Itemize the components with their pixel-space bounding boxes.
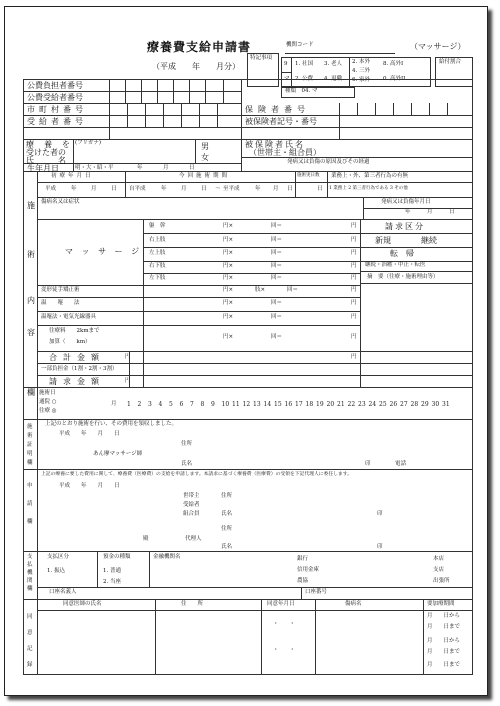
visit-day-1[interactable]: 1 [127,401,131,408]
proxy-name-label: 氏名 [221,544,233,550]
rleg-rate-unit: 円× [223,263,234,269]
visit-day-30[interactable]: 30 [431,401,440,408]
visit-day-29[interactable]: 29 [421,401,429,408]
payment-side-label: 支払機関欄 [27,554,33,592]
ins-type-option[interactable]: 4. 退職 [324,76,342,82]
insured-sub-label: （世帯主・組合員） [249,148,321,157]
duty-options[interactable]: 1 業務上 2 第三者行為である 3 その他 [329,186,408,191]
elec-rate-unit: 円× [223,314,234,320]
furigana-label: (フリガナ) [75,140,102,146]
visit-day-8[interactable]: 8 [200,401,205,408]
part-left-leg: 左下肢 [149,275,166,281]
female-option[interactable]: 女 [201,153,209,162]
institution-code-label: 機関コード [286,42,314,48]
ins-type-option[interactable]: 4. 三外 [352,68,370,74]
duty-label: 業務上・外、第三者行為の有無 [331,173,409,179]
part-right-arm: 右上肢 [149,237,166,243]
side-label-3: 内 [27,296,35,305]
onset-year-unit: 年 [405,209,411,215]
warm-yen-unit: 円 [351,300,357,306]
consent-period-label: 要加療期間 [427,601,455,607]
insurer-number-label: 保険者番号 [245,105,310,114]
bank-type-shinkin[interactable]: 信用金庫 [297,567,320,573]
consent-from-1: 月 日から [427,613,461,619]
benefit-ratio-label: 給付割合 [439,59,462,65]
larm-rate-unit: 円× [223,250,234,256]
form-title: 療養費支給申請書 [147,40,252,54]
visit-day-6[interactable]: 6 [179,401,184,408]
total2-yen-unit: 円 [351,354,357,360]
ins-type-option[interactable]: 2. 本外 [352,59,370,65]
apply-date[interactable]: 平成 年 月 日 [59,483,120,489]
side-label-1: 施 [27,201,35,210]
visit-day-11[interactable]: 11 [232,401,240,408]
claim-yen-unit: 円 [125,378,131,384]
warm-count-unit: 回＝ [271,300,283,306]
ins-type-option[interactable]: 2. 公費 [295,76,313,82]
proxy-address-label: 住所 [221,526,233,532]
visit-day-14[interactable]: 14 [263,401,272,408]
visit-day-15[interactable]: 15 [274,401,282,408]
row-electric: 温罨法・電気光線器具 [41,314,97,320]
actual-days-label: 施術実日数 [297,173,320,178]
dono-label: 殿 [143,536,149,542]
deposit-current[interactable]: 2. 当座 [103,579,121,585]
insurance-type-number: 9 [284,61,288,67]
proxy-label: 代理人 [185,536,202,542]
rarm-yen-unit: 円 [351,237,357,243]
trunk-rate-unit: 円× [223,223,234,229]
visit-day-20[interactable]: 20 [326,401,335,408]
to-year-unit: 年 [255,186,261,192]
visit-month-unit: 月 [111,401,117,407]
first-visit-label: 初療年月日 [51,173,94,179]
consent-date-2[interactable]: ・ ・ [273,647,296,653]
to-heisei: 至平成 [223,186,240,192]
consent-date-1[interactable]: ・ ・ [273,621,296,627]
ins-type-option[interactable]: 6. 家外 [352,77,370,83]
recipient-number-label: 受給者番号 [27,117,87,126]
injury-label: 傷病名又は症状 [41,199,80,205]
ins-type-option[interactable]: 3. 老人 [324,61,342,67]
cert-date[interactable]: 平成 年 月 日 [59,431,120,437]
visit-day-4[interactable]: 4 [158,401,163,408]
massage-tag: （マッサージ） [410,42,466,51]
trunk-yen-unit: 円 [351,223,357,229]
visit-day-18[interactable]: 18 [305,401,314,408]
side-label-4: 容 [27,328,35,337]
cert-clinic-label: あん摩マッサージ師 [93,451,143,457]
period-col-label: 今回施術期間 [179,173,231,179]
rleg-count-unit: 回＝ [271,263,283,269]
outcome-options[interactable]: 継続・治癒・中止・転医 [365,262,426,268]
apply-address-label: 住所 [221,493,233,499]
consent-to-2: 月 日まで [427,649,461,655]
total-yen-unit: 円 [125,354,131,360]
massage-label: マ ッ サ ー ジ [65,247,143,256]
visit-day-21[interactable]: 21 [337,401,345,408]
from-month-unit: 月 [181,186,187,192]
cert-seal: 印 [365,461,371,467]
warm-rate-unit: 円× [223,300,234,306]
category-label: 種類 04. マ [285,88,318,94]
apply-name-label: 氏名 [221,511,233,517]
from-year-unit: 年 [161,186,167,192]
part-trunk: 躯 幹 [149,223,166,229]
larm-yen-unit: 円 [351,250,357,256]
apply-head-label: 世帯主 [183,493,200,499]
consent-address-label: 住 所 [181,601,204,607]
lleg-rate-unit: 円× [223,275,234,281]
lleg-count-unit: 回＝ [271,275,283,281]
actual-days-unit: 日 [317,186,323,192]
visit-count-unit: 回＝ [271,334,283,340]
branch-office[interactable]: 出張所 [433,578,450,584]
summary-label: 摘 要（往療・施術理由等） [367,274,439,280]
claim-class-label: 請求区分 [385,222,425,231]
onset-day-unit: 日 [449,209,455,215]
elec-count-unit: 回＝ [271,314,283,320]
holder-label: 口座名義人 [49,589,77,595]
visit-day-31[interactable]: 31 [442,401,450,408]
apply-side-label: 申請欄 [27,483,33,525]
share-label: 一部負担金（1割・2割・3割） [41,366,118,372]
birth-month-unit: 月 [163,165,169,171]
rarm-rate-unit: 円× [223,237,234,243]
visit-day-24[interactable]: 24 [368,401,377,408]
visit-day-28[interactable]: 28 [410,401,419,408]
claim-amount-label: 請求金額 [49,377,105,386]
side-label-5: 欄 [27,388,35,397]
to-day-unit: 日 [287,186,293,192]
apply-member-label: 組合員 [183,511,200,517]
first-visit-day-unit: 日 [111,186,117,192]
visit-rate-unit: 円× [223,334,234,340]
apply-text: 上記の療養に要した費用に関して、療養費（医療費）の支給を申請します。本請求に基づく療養費（医療費）の受領を下記代理人に委任します。 [41,472,352,477]
apply-recipient-label: 受給者 [183,502,200,508]
period-label: （平成 年 月分） [152,62,240,71]
cert-tel-label: 電話 [395,461,407,467]
patient-name-label-3: 氏 名 [26,156,66,165]
deposit-type-label: 預金の種類 [103,554,131,560]
visit-day-26[interactable]: 26 [389,401,398,408]
rarm-count-unit: 回＝ [271,237,283,243]
visit-day-22[interactable]: 22 [347,401,356,408]
municipality-label: 市町村番号 [27,105,87,114]
visit-home: 往療 ◎ [39,408,57,414]
visit-day-16[interactable]: 16 [284,401,293,408]
lleg-yen-unit: 円 [351,275,357,281]
visit-day-3[interactable]: 3 [148,401,152,408]
outcome-label: 転 帰 [390,249,414,258]
bank-type-nokyo[interactable]: 農協 [297,578,309,584]
branch-branch[interactable]: 支店 [433,567,445,573]
visit-day-13[interactable]: 13 [253,401,261,408]
trunk-count-unit: 回＝ [271,223,283,229]
payment-transfer[interactable]: 1. 振込 [47,568,65,574]
onset-label: 発病又は負傷年月日 [381,199,431,205]
insured-code-label: 被保険者記号・番号 [245,117,317,126]
rleg-yen-unit: 円 [351,263,357,269]
bank-name-label: 金融機関名 [153,554,181,560]
birth-year-unit: 年 [137,165,143,171]
ins-type-option[interactable]: 1. 社国 [295,61,313,67]
birth-label: 生年月日 [27,164,59,173]
deform-count-unit: 回＝ [287,287,299,293]
consent-from-2: 月 日から [427,638,461,644]
cause-label: 発病又は負傷の原因及びその経過 [287,159,370,165]
part-right-leg: 右下肢 [149,263,166,269]
total-label: 合計金額 [49,353,105,362]
first-visit-year-unit: 年 [71,186,77,192]
apply-seal: 印 [377,511,383,517]
special-notes-label: 特記事項 [250,55,273,61]
patient-name-label-1: 療 養 を [26,140,71,149]
deform-rate-unit: 円× [223,287,234,293]
visit-day-7[interactable]: 7 [190,401,194,408]
male-option[interactable]: 男 [201,142,209,151]
visit-label: 施術日 [39,390,56,396]
insured-name-label: 被保険者氏名 [245,140,305,149]
visit-day-9[interactable]: 9 [211,401,215,408]
claim-continue[interactable]: 継続 [421,236,437,245]
consent-side-label: 同意記録 [27,614,33,668]
institution-code-line[interactable] [285,53,395,54]
elec-yen-unit: 円 [351,314,357,320]
visit-day-12[interactable]: 12 [242,401,251,408]
onset-month-unit: 月 [427,209,433,215]
insurance-type-ma: マ [284,76,290,82]
visit-yen-unit: 円 [351,334,357,340]
consent-to-1: 月 日まで [427,624,461,630]
cert-text: 上記のとおり施術を行い、その費用を領収しました。 [45,421,178,427]
bank-type-bank[interactable]: 銀行 [297,556,309,562]
cert-address-label: 住所 [181,441,193,447]
first-visit-month-unit: 月 [91,186,97,192]
deposit-ordinary[interactable]: 1. 普通 [103,568,121,574]
acct-label: 口座番号 [305,589,328,595]
visit-day-5[interactable]: 5 [169,401,173,408]
claim-new[interactable]: 新規 [375,236,391,245]
part-left-arm: 左上肢 [149,250,166,256]
cert-name-label: 氏名 [181,461,193,467]
ins-type-option[interactable]: 0. 高外II [383,76,406,82]
from-heisei: 自平成 [129,186,146,192]
visit-day-17[interactable]: 17 [295,401,303,408]
visit-outpatient: 通院 ○ [39,399,57,405]
deform-limb-unit: 肢× [255,287,266,293]
row-visit: 往療料 2kmまで [49,328,100,334]
visit-day-27[interactable]: 27 [400,401,408,408]
visit-day-23[interactable]: 23 [358,401,366,408]
cert-side-label: 施術証明欄 [27,424,33,466]
side-label-2: 術 [27,250,35,259]
visit-day-25[interactable]: 25 [379,401,387,408]
visit-day-2[interactable]: 2 [137,401,142,408]
ins-type-option[interactable]: 8. 高外I [383,61,404,67]
birth-day-unit: 日 [189,165,195,171]
visit-day-10[interactable]: 10 [221,401,230,408]
row-deform: 変形徒手矯正術 [41,287,80,293]
row-visit-extra: 加算（ km） [49,339,91,345]
era-options[interactable]: 明・大・昭・平 [75,165,114,171]
branch-main[interactable]: 本店 [433,556,445,562]
consent-disease-label: 傷病名 [345,601,362,607]
public-recipient-label: 公費受給者番号 [27,93,83,102]
consent-doctor-label: 同意医師の氏名 [63,601,102,607]
public-payer-label: 公費負担者番号 [27,81,83,90]
visit-day-19[interactable]: 19 [316,401,324,408]
proxy-seal: 印 [377,544,383,550]
first-visit-heisei: 平成 [45,186,57,192]
from-day-unit: 日 [201,186,207,192]
form-page: 療養費支給申請書 （平成 年 月分） 特記事項 機関コード （マッサージ） 9 マ 1. 社国 2. 公費 3. 老人 4. 退職 2. 本外 4. 三外 6. 家外 8. 高外I 0. 高外II 給付割合 種類 04. マ 公費負担者番号 公費受給者番号 市町村番号 受給者番号 保険者番号 被保険者記号・番号 療 養 を 受けた者の 氏 名 (フリガナ) 男 女 被保険者氏名 （世帯主・組合員） 発病又は負傷の原因及びその経過 生年月日 明・大・昭・平 年 月 日 初療年月日 今回施術期間 施術実日数 業務上・外、第三者行為の有無 平成 年 月 日 自平成 年 月 日 〜 至平成 年 月 日 日 1 業務上 2 第三者行為である 3 その他 傷病名又は症状 発病又は負傷年月日 年 月 日 施 術 内 容 欄 マ ッ サ ー ジ 躯 幹 右上肢 左上肢 右下肢 左下肢 円× 回＝ 円 円× 回＝ 円 円× 回＝ 円 円× 回＝ 円 円× 回＝ 円 請求区分 新規 継続 転 帰 継続・治癒・中止・転医 摘 要（往療・施術理由等） 変形徒手矯正術 温 罨 法 温罨法・電気光線器具 往療料 2kmまで 加算（ km） 円× 肢× 回＝ 円 円× 回＝ 円 円× 回＝ 円 円× 回＝ 円 合計金額 一部負担金（1割・2割・3割） 請求金額 円 円 円 施術日 通院 ○ 往療 ◎ 月 施術証明欄 上記のとおり施術を行い、その費用を領収しました。 平成 年 月 日 住所 あん摩マッサージ師 氏名 印 電話 申請欄 上記の療養に要した費用に関して、療養費（医療費）の支給を申請します。本請求に基づく療養費（医療費）の受領を下記代理人に委任します。 平成 年 月 日 世帯主 受給者 組合員 住所 氏名 印 住所 代理人 殿 氏名 印 支払機関欄 支払区分 1. 振込 預金の種類 1. 普通 2. 当座 金融機関名 銀行 信用金庫 農協 本店 支店 出張所 口座名義人 口座番号 同意記録 同意医師の氏名 住 所 同意年月日 傷病名 要加療期間 ・ ・ ・ ・ 月 日から 月 日まで 月 日から 月 日まで 月 日まで 1 2 3 4 5 6 7 8 9 10 11 12 13 14 15 16 17 18 19 20 21 22 23 24 25 26 27 28 29 30 31 [4,6,488,696]
patient-name-label-2: 受けた者の [26,148,66,157]
consent-date-label: 同意年月日 [267,601,295,607]
deform-yen-unit: 円 [351,287,357,293]
payment-class-label: 支払区分 [47,554,70,560]
row-warm: 温 罨 法 [41,300,80,306]
to-month-unit: 月 [273,186,279,192]
larm-count-unit: 回＝ [271,250,283,256]
consent-to-3: 月 日まで [427,662,461,668]
